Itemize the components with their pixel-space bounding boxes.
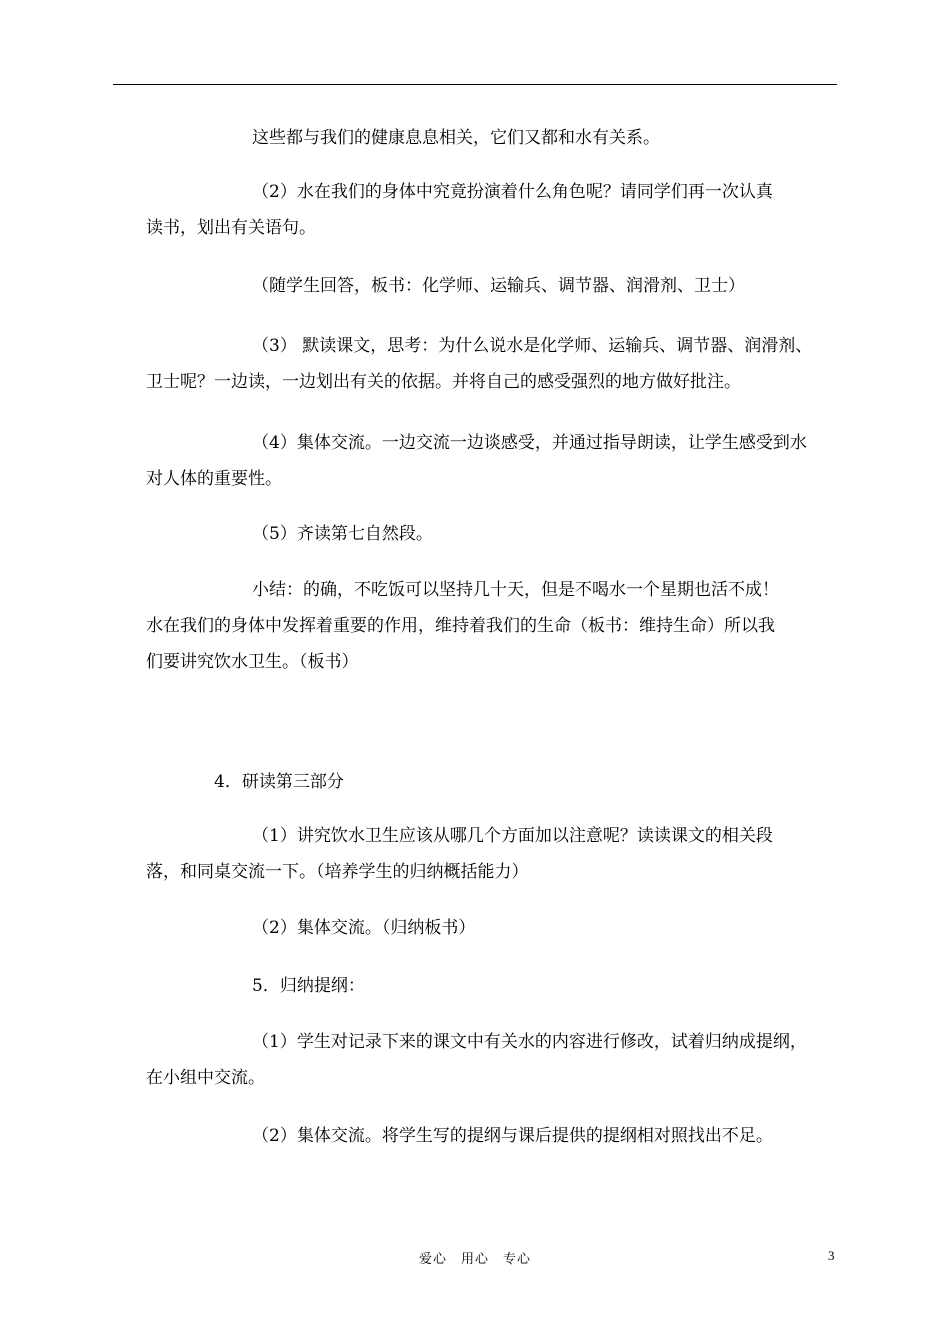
paragraph-line: 们要讲究饮水卫生。（板书） <box>146 652 359 672</box>
paragraph-line: 读书，划出有关语句。 <box>146 218 316 238</box>
paragraph-line: （2）集体交流。将学生写的提纲与课后提供的提纲相对照找出不足。 <box>252 1126 773 1146</box>
paragraph-line: （1）学生对记录下来的课文中有关水的内容进行修改，试着归纳成提纲， <box>252 1032 807 1052</box>
header-rule <box>113 84 837 85</box>
paragraph <box>146 818 846 890</box>
paragraph <box>146 1118 846 1154</box>
paragraph-line: 水在我们的身体中发挥着重要的作用，维持着我们的生命（板书：维持生命）所以我 <box>146 616 775 636</box>
section-heading <box>146 968 846 1004</box>
footer-slogan: 爱心 用心 专心 <box>418 1252 531 1267</box>
paragraph-line: 对人体的重要性。 <box>146 469 282 489</box>
paragraph-line: 5．归纳提纲： <box>252 976 365 996</box>
paragraph <box>146 268 846 304</box>
paragraph-line: 卫士呢？一边读，一边划出有关的依据。并将自己的感受强烈的地方做好批注。 <box>146 372 741 392</box>
paragraph-line: 4．研读第三部分 <box>214 772 344 792</box>
paragraph <box>146 516 846 552</box>
paragraph-line: 这些都与我们的健康息息相关，它们又都和水有关系。 <box>252 128 660 148</box>
paragraph <box>146 174 846 246</box>
paragraph <box>146 328 846 400</box>
paragraph-line: 在小组中交流。 <box>146 1068 265 1088</box>
paragraph <box>146 425 846 497</box>
paragraph-line: 落，和同桌交流一下。（培养学生的归纳概括能力） <box>146 862 529 882</box>
paragraph-line: （2）集体交流。（归纳板书） <box>252 918 476 938</box>
paragraph-line: 小结：的确，不吃饭可以坚持几十天，但是不喝水一个星期也活不成！ <box>252 580 779 600</box>
paragraph-line: （4）集体交流。一边交流一边谈感受，并通过指导朗读，让学生感受到水 <box>252 433 807 453</box>
paragraph-line: （2）水在我们的身体中究竟扮演着什么角色呢？请同学们再一次认真 <box>252 182 773 202</box>
paragraph-line: （3） 默读课文，思考：为什么说水是化学师、运输兵、调节器、润滑剂、 <box>252 336 813 356</box>
paragraph <box>146 572 846 680</box>
paragraph-line: （5）齐读第七自然段。 <box>252 524 433 544</box>
page-number: 3 <box>828 1248 835 1263</box>
section-heading <box>146 764 846 800</box>
paragraph-line: （随学生回答，板书：化学师、运输兵、调节器、润滑剂、卫士） <box>252 276 745 296</box>
paragraph <box>146 120 846 156</box>
paragraph-line: （1）讲究饮水卫生应该从哪几个方面加以注意呢？读读课文的相关段 <box>252 826 773 846</box>
paragraph <box>146 1024 846 1096</box>
paragraph <box>146 910 846 946</box>
